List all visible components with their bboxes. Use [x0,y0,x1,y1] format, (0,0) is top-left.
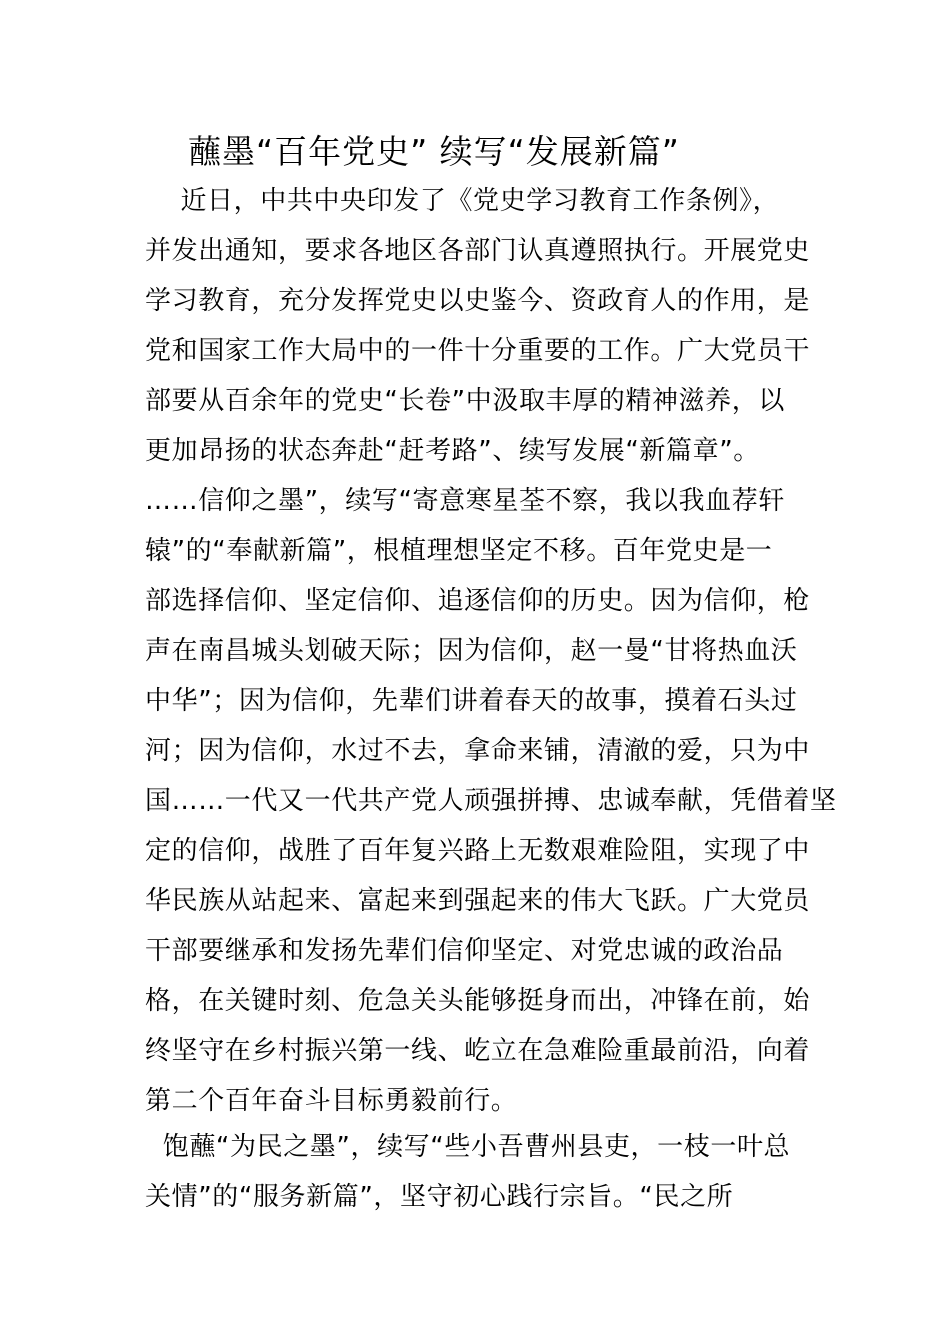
paragraph-line: 学习教育，充分发挥党史以史鉴今、资政育人的作用，是 [145,286,811,316]
document-title: 蘸墨“百年党史” 续写“发展新篇” [188,132,680,171]
paragraph-line: 国……一代又一代共产党人顽强拼搏、忠诚奉献，凭借着坚 [145,786,837,816]
paragraph-line: 华民族从站起来、富起来到强起来的伟大飞跃。广大党员 [145,886,811,916]
paragraph-line: 更加昂扬的状态奔赴“赶考路”、续写发展“新篇章”。 [145,436,760,466]
paragraph-line: ……信仰之墨”，续写“寄意寒星荃不察，我以我血荐轩 [145,486,785,516]
paragraph-line: 定的信仰，战胜了百年复兴路上无数艰难险阻，实现了中 [145,836,811,866]
paragraph-line: 格，在关键时刻、危急关头能够挺身而出，冲锋在前，始 [145,986,811,1016]
paragraph-3 [145,1122,810,1222]
paragraph-line: 干部要继承和发扬先辈们信仰坚定、对党忠诚的政治品 [145,936,784,966]
paragraph-line: 部选择信仰、坚定信仰、追逐信仰的历史。因为信仰，枪 [145,586,811,616]
paragraph-line: 辕”的“奉献新篇”，根植理想坚定不移。百年党史是一 [145,536,773,566]
paragraph-line: 河；因为信仰，水过不去，拿命来铺，清澈的爱，只为中 [145,736,811,766]
paragraph-line: 声在南昌城头划破天际；因为信仰，赵一曼“甘将热血沃 [145,636,798,666]
paragraph-line: 部要从百余年的党史“长卷”中汲取丰厚的精神滋养，以 [145,386,785,416]
paragraph-line: 饱蘸“为民之墨”，续写“些小吾曹州县吏，一枝一叶总 [145,1132,791,1162]
paragraph-line: 并发出通知，要求各地区各部门认真遵照执行。开展党史 [145,236,811,266]
paragraph-line: 关情”的“服务新篇”，坚守初心践行宗旨。“民之所 [145,1182,734,1212]
paragraph-line: 中华”；因为信仰，先辈们讲着春天的故事，摸着石头过 [145,686,798,716]
paragraph-line: 第二个百年奋斗目标勇毅前行。 [145,1086,518,1116]
paragraph-line: 终坚守在乡村振兴第一线、屹立在急难险重最前沿，向着 [145,1036,811,1066]
paragraph-line: 党和国家工作大局中的一件十分重要的工作。广大党员干 [145,336,811,366]
paragraph-2 [145,476,837,1126]
paragraph-line: 近日，中共中央印发了《党史学习教育工作条例》， [145,186,780,216]
paragraph-1 [145,176,810,476]
